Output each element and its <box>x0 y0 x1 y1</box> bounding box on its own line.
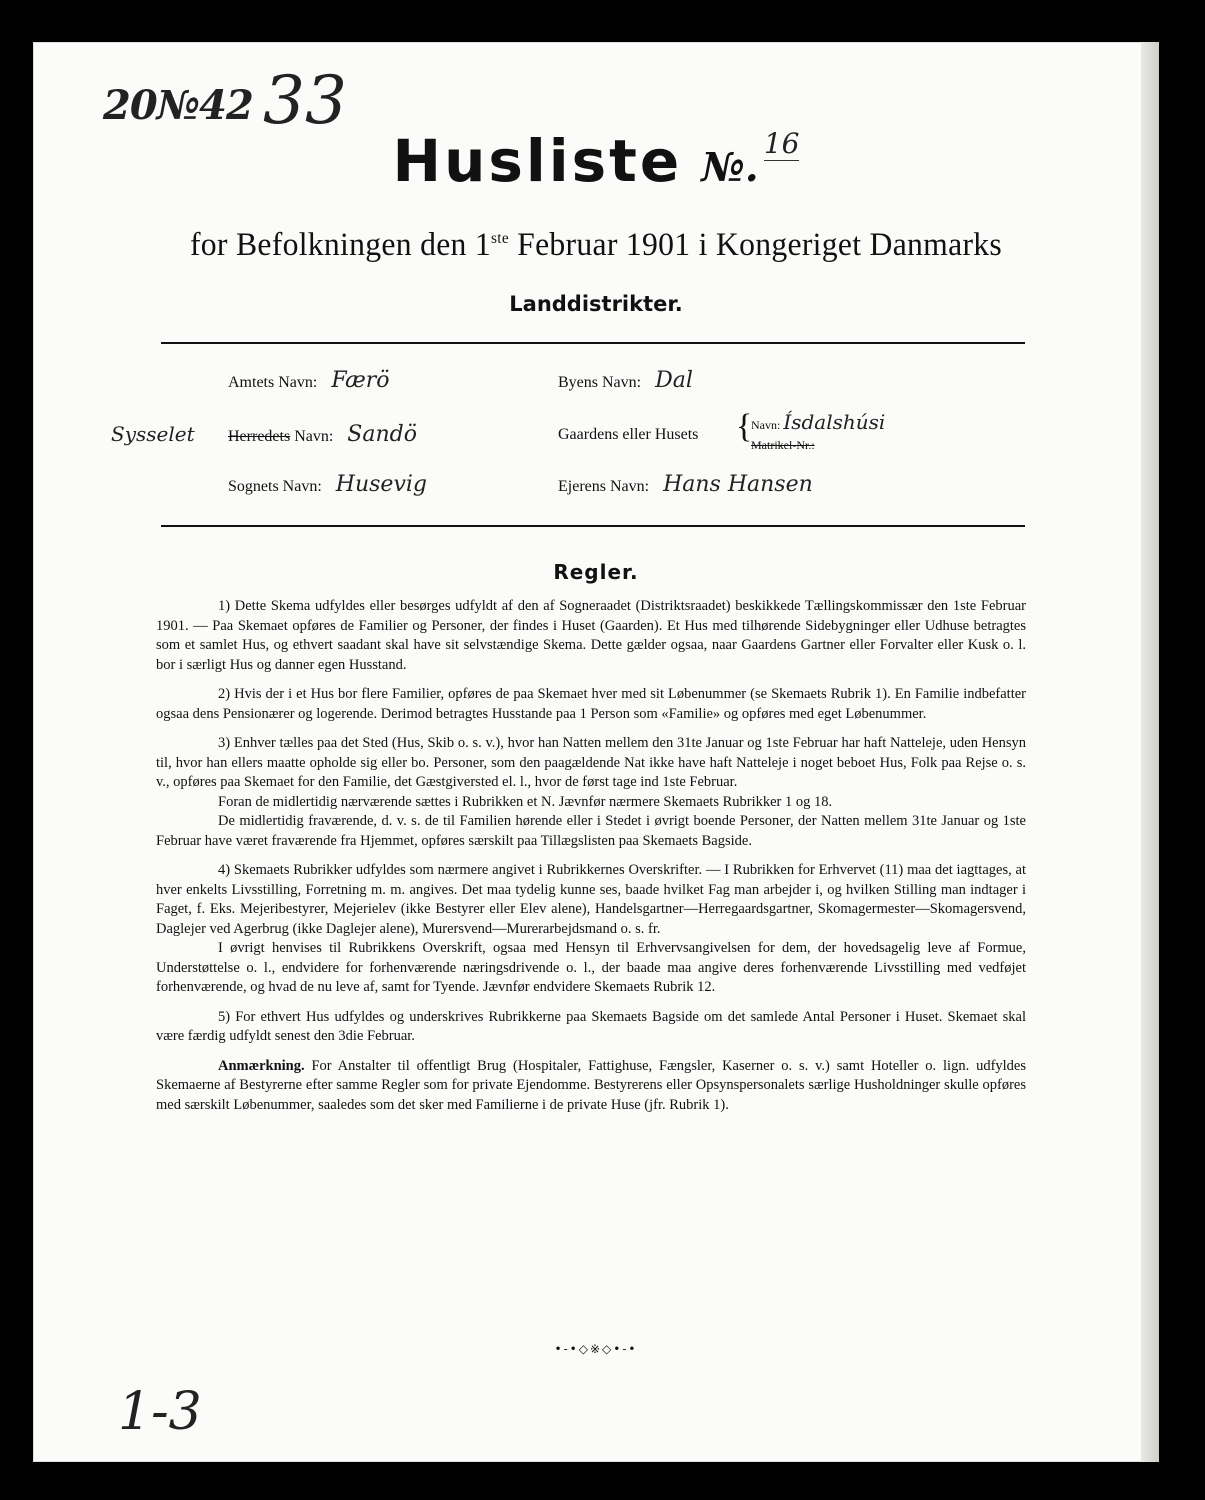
form-subtitle <box>56 227 1137 264</box>
gaard-label: Gaardens eller Husets <box>558 426 699 443</box>
amt-label: Amtets Navn: <box>228 374 318 391</box>
rule-3c: De midlertidig fraværende, d. v. s. de til Familien hørende eller i Stedet i øvrigt boende Personer, der Natten mellem 31te Januar og 1ste Februar have været fraværende fra Hjemmet, opføres særskilt paa Tillægslisten paa Skemaets Bagside. <box>156 813 1026 849</box>
district-heading: Landdistrikter. <box>509 292 683 316</box>
by-value: Dal <box>655 368 693 393</box>
rule-5: 5) For ethvert Hus udfyldes og underskrives Rubrikkerne paa Skemaets Bagside om det samlede Antal Personer i Huset. Skemaet skal være færdig udfyldt senest den 3die Februar. <box>156 1008 1026 1044</box>
title-row <box>33 127 1159 195</box>
page-number-note: 33 <box>263 62 347 139</box>
ejer-value: Hans Hansen <box>663 472 813 497</box>
navn-row <box>751 412 885 435</box>
archive-number-note: 20№42 <box>103 82 253 129</box>
annotation-text: For Anstalter til offentligt Brug (Hospitaler, Fattighuse, Fængsler, Kaserner o. s. v.) samt Hoteller o. lign. udfyldes Skemaerne af Bestyrerne efter samme Regler som for private Ejendomme. Bestyrerens eller Opsynspersonalets særlige Husholdninger skulle opføres med særskilt Løbenummer, saaledes som det sker med Familierne i de private Huse (jfr. Rubrik 1). <box>156 1057 1026 1113</box>
amt-field <box>228 368 390 393</box>
matrikel-row <box>751 435 885 455</box>
sogn-field <box>228 472 427 497</box>
rule-3b: Foran de midlertidig nærværende sættes i Rubrikken et N. Jævnfør nærmere Skemaets Rubrikker 1 og 18. <box>218 793 833 810</box>
rule-2: 2) Hvis der i et Hus bor flere Familier, opføres de paa Skemaet hver med sit Løbenummer (se Skemaets Rubrik 1). En Familie indbefatter ogsaa dens Pensionærer og logerende. Derimod betragtes Husstande paa 1 Person som «Familie» og opføres med eget Løbenummer. <box>156 686 1026 722</box>
rules-title: Regler. <box>553 560 639 584</box>
rule-3: 3) Enhver tælles paa det Sted (Hus, Skib o. s. v.), hvor han Natten mellem den 31te Januar og 1ste Februar har haft Natteleje, uden Hensyn til, hvor han ellers maatte opholde sig eller bo. Personer, som den paagældende Nat ikke have haft Natteleje i noget beboet Hus, Folk paa Rejse o. s. v., opføres paa Skemaet for den Familie, det Gæstgiversted el. l., hvor de først tage ind 1ste Februar. <box>156 735 1026 790</box>
matrikel-label: Matrikel-Nr.: <box>751 438 815 452</box>
sysselet-note <box>111 422 195 446</box>
navn-label: Navn: <box>751 418 781 432</box>
rule-4: 4) Skemaets Rubrikker udfyldes som nærmere angivet i Rubrikkernes Overskrifter. — I Rubrikken for Erhvervet (11) maa det iagttages, at hver enkelts Livsstilling, Forretning m. m. angives. Det maa tydelig kunne ses, baade hvilket Fag man arbejder i, og hvilken Stilling man indtager i Faget, f. Eks. Mejeribestyrer, Mejerielev (ikke Bestyrer eller Elev alene), Handelsgartner—Herregaardsgartner, Skomagermester—Skomagersvend, Daglejer ved Agerbrug (ikke Daglejer alene), Murersvend—Murerarbejdsmand o. s. fr. <box>156 862 1026 937</box>
herred-label: Navn: <box>290 428 334 445</box>
rules-body <box>156 597 1026 1125</box>
amt-value: Færö <box>331 368 390 393</box>
top-divider <box>161 342 1025 344</box>
subtitle-pre: for Befolkningen den 1 <box>189 227 492 263</box>
herred-field <box>228 422 417 447</box>
sysselet-value: Sysselet <box>111 422 195 446</box>
gaard-sublabels <box>751 412 885 455</box>
subtitle-post: Februar 1901 i Kongeriget Danmarks <box>508 227 1003 263</box>
herred-label-struck: Herredets <box>228 428 291 445</box>
navn-value: Ísdalshúsi <box>783 410 886 434</box>
form-number-label: №. <box>701 144 759 191</box>
brace: { <box>736 408 753 445</box>
ornament: •-•◇※◇•-• <box>554 1342 638 1356</box>
ejer-field <box>558 472 813 497</box>
rule-1: 1) Dette Skema udfyldes eller besørges udfyldt af den af Sogneraadet (Distriktsraadet) beskikkede Tællingskommissær den 1ste Februar 1901. — Paa Skemaet opføres de Familier og Personer, der findes i Huset (Gaarden). Et Hus med tilhørende Sidebygninger eller Udhuse betragtes som et samlet Hus, og ethvert saadant skal have sit selvstændige Skema. Dette gælder ogsaa, naar Gaardens Gartner eller Forvalter eller Kusk o. l. bor i særligt Hus og danner egen Husstand. <box>156 598 1026 673</box>
gaard-field <box>558 426 698 444</box>
rule-4b: I øvrigt henvises til Rubrikkens Overskrift, ogsaa med Hensyn til Erhvervsangivelsen for dem, der hovedsagelig leve af Formue, Understøttelse o. l., endvidere for forhenværende næringsdrivende o. l., der baade maa angive deres forhenværende Livsstilling med vedføjet forhenværende, og hvad de nu leve af, samt for Tyende. Jævnfør endvidere Skemaets Rubrik 12. <box>156 940 1026 995</box>
ejer-label: Ejerens Navn: <box>558 478 650 495</box>
bottom-divider <box>161 525 1025 527</box>
annotation <box>156 1057 1026 1116</box>
bottom-handwritten-note: 1-3 <box>118 1382 202 1442</box>
by-field <box>558 368 693 393</box>
annotation-label: Anmærkning. <box>218 1057 305 1074</box>
herred-value: Sandö <box>347 422 417 447</box>
by-label: Byens Navn: <box>558 374 642 391</box>
sogn-value: Husevig <box>335 472 427 497</box>
form-title: Husliste <box>392 127 683 195</box>
document-page <box>33 42 1159 1462</box>
sogn-label: Sognets Navn: <box>228 478 322 495</box>
form-number-value: 16 <box>763 127 800 160</box>
subtitle-sup: ste <box>491 230 509 247</box>
